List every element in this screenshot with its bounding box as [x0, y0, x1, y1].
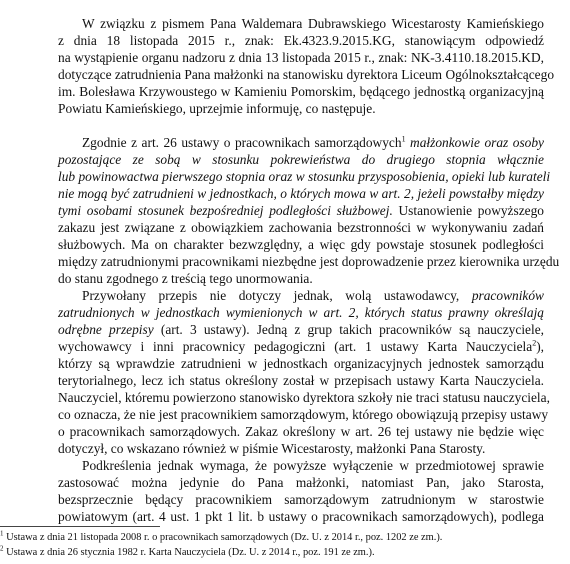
text-line: zastosować można jedynie do Pana małżonki, natomiast Pan, jako Starosta,: [58, 475, 544, 490]
text-line: [58, 321, 544, 338]
text-line: W związku z pismem Pana Waldemara Dubrawskiego Wicestarosty Kamieńskiego: [82, 16, 544, 31]
footnote-mark: 1: [0, 529, 4, 538]
text-line: Powiatu Kamieńskiego, uprzejmie informuję, co następuje.: [58, 101, 376, 116]
text-line: [58, 202, 544, 219]
text-line: służbowych. Ma on charakter bezwzględny, a więc gdy powstaje stosunek podległości: [58, 237, 544, 252]
text-run: Ustanowienie powyższego: [392, 203, 544, 218]
text-line: [58, 338, 544, 355]
text-run: ),: [536, 339, 544, 354]
text-line: między zatrudnionymi pracownikami niezbędne jest doprowadzenie przez kierownika urzędu: [58, 254, 560, 269]
text-line: zakazu jest związane z obowiązkiem zachowania bezstronności w wykonywaniu zadań: [58, 220, 544, 235]
text-run: wychowawcy i inni pracownicy pedagogiczni (art. 1 ustawy Karta Nauczyciela: [58, 339, 533, 354]
text-line: [82, 134, 544, 151]
footnote-ref-1: 1: [401, 134, 406, 144]
text-line: im. Bolesława Krzywoustego w Kamieniu Pomorskim, będącego jednostką organizacyjną: [58, 84, 544, 99]
quoted-text: pracowników: [471, 288, 544, 303]
text-run: (art. 3 ustawy). Jedną z grup takich pracowników są nauczyciele,: [153, 322, 544, 337]
footnote-2: [0, 546, 560, 559]
text-line: [82, 287, 544, 304]
quoted-text: małżonkowie oraz osoby: [405, 135, 544, 150]
quoted-text-line: zatrudnionych w jednostkach wymienionych w art. 2, których status prawny określają: [58, 305, 544, 320]
footnote-text: Ustawa z dnia 26 stycznia 1982 r. Karta Nauczyciela (Dz. U. z 2014 r., poz. 191 ze zm.).: [3, 547, 375, 558]
quoted-text-line: pozostające ze sobą w stosunku pokrewieństwa do drugiego stopnia włącznie: [58, 152, 544, 167]
footnote-1: [0, 531, 560, 544]
text-line: Podkreślenia jednak wymaga, że powyższe wyłączenie w przedmiotowej sprawie: [82, 458, 544, 473]
text-line: powiatowym (art. 4 ust. 1 pkt 1 lit. b ustawy o pracownikach samorządowych), podlega: [58, 509, 544, 524]
text-run: Przywołany przepis nie dotyczy jednak, wolą ustawodawcy,: [82, 288, 472, 303]
text-line: dotyczył, co wskazano również w piśmie Wicestarosty, małżonki Pana Starosty.: [58, 441, 486, 456]
text-line: bezsprzecznie będący pracownikiem samorządowym zatrudnionym w starostwie: [58, 492, 544, 507]
quoted-text: odrębne przepisy: [58, 322, 154, 337]
text-line: na wystąpienie organu nadzoru z dnia 13 listopada 2015 r., znak: NK-3.4110.18.2015.KD,: [58, 50, 544, 65]
text-line: dotyczące zatrudnienia Pana małżonki na stanowisku dyrektora Liceum Ogólnokształcącego: [58, 67, 555, 82]
text-line: terytorialnego, lecz ich status określony został w przepisach ustawy Karta Nauczyciela.: [58, 373, 544, 388]
quoted-text-line: nie mogą być zatrudnieni w jednostkach, o których mowa w art. 2, jeżeli powstałby między: [58, 186, 544, 201]
text-line: co oznacza, że nie jest pracownikiem samorządowym, którego obowiązują przepisy ustawy: [58, 407, 549, 422]
text-run: Zgodnie z art. 26 ustawy o pracownikach samorządowych: [82, 135, 402, 150]
text-line: z dnia 18 listopada 2015 r., znak: Ek.4323.9.2015.KG, stanowiącym odpowiedź: [58, 33, 544, 48]
quoted-text: tymi osobami stosunek bezpośredniej podległości służbowej.: [58, 203, 393, 218]
footnote-ref-2: 2: [532, 338, 537, 348]
text-line: o pracownikach samorządowych. Zakaz określony w art. 26 tej ustawy nie będzie więc: [58, 424, 544, 439]
text-line: Nauczyciel, któremu powierzono stanowisko dyrektora szkoły nie traci statusu nauczyciela,: [58, 390, 550, 405]
footnote-mark: 2: [0, 544, 4, 553]
footnote-text: Ustawa z dnia 21 listopada 2008 r. o pracownikach samorządowych (Dz. U. z 2014 r., poz. 1202 ze zm.).: [3, 532, 443, 543]
text-line: do stanu zgodnego z treścią tego unormowania.: [58, 271, 313, 286]
footnote-divider: [0, 526, 160, 527]
text-line: którzy są wprawdzie zatrudnieni w jednostkach organizacyjnych jednostek samorządu: [58, 356, 544, 371]
quoted-text-line: lub powinowactwa pierwszego stopnia oraz w stosunku przysposobienia, opieki lub kurateli: [58, 169, 551, 184]
